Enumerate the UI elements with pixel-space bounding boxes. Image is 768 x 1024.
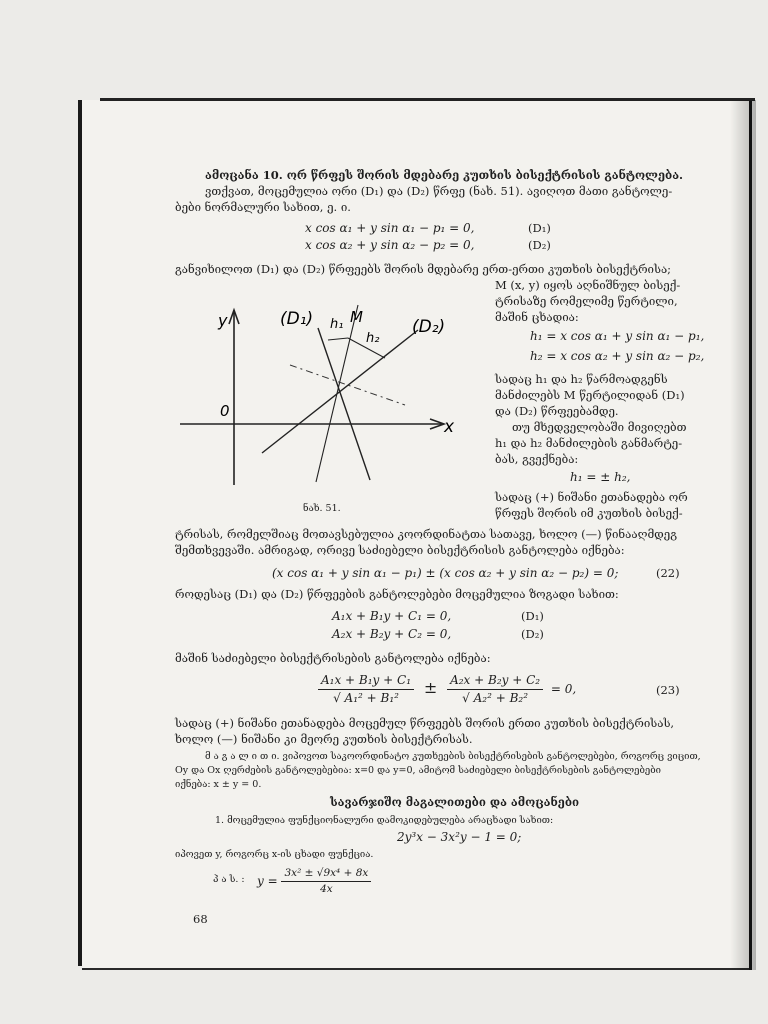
label-m: M — [350, 308, 363, 326]
label-x: x — [444, 417, 455, 437]
equation-d2-normal: x cos α₂ + y sin α₂ − p₂ = 0, — [305, 238, 475, 252]
exercise-1-task: იპოვეთ y, როგორც x-ის ცხადი ფუნქცია. — [175, 849, 374, 860]
eq23-tail: = 0, — [550, 682, 577, 696]
answer-label: პ ა ს. : — [213, 874, 245, 885]
general-equation-d1: A₁x + B₁y + C₁ = 0, — [332, 609, 452, 623]
figure-caption: ნახ. 51. — [303, 503, 341, 514]
equation-23-label: (23) — [656, 683, 680, 697]
answer-fraction — [281, 866, 371, 897]
general-equation-d1-label: (D₁) — [521, 609, 544, 623]
eq23-denominator-1: √ A₁² + B₁² — [333, 691, 399, 705]
intro-line-2: ბები ნორმალური სახით, ე. ი. — [175, 200, 351, 214]
label-d1: (D₁) — [280, 309, 314, 329]
eq23-numerator-2: A₂x + B₂y + C₂ — [447, 672, 543, 690]
equation-22-label: (22) — [656, 566, 680, 580]
eq23-plus-minus: ± — [423, 678, 438, 697]
label-y: y — [218, 311, 228, 330]
exercise-1-equation: 2y³x − 3x²y − 1 = 0; — [397, 830, 522, 844]
page-right-shadow — [730, 100, 756, 970]
equation-22: (x cos α₁ + y sin α₁ − p₁) ± (x cos α₂ + y sin α₂ − p₂) = 0; — [272, 566, 619, 580]
label-h1: h₁ — [330, 317, 344, 332]
label-d2: (D₂) — [412, 317, 446, 337]
then-line: მაშინ საძიებელი ბისექტრისების განტოლება იქნება: — [175, 651, 491, 665]
example-line-3: იქნება: x ± y = 0. — [175, 779, 262, 790]
equation-23-fraction-2 — [447, 672, 543, 707]
page-left-edge — [78, 100, 82, 966]
problem-heading: ამოცანა 10. ორ წრფეს შორის მდებარე კუთხის ბისექტრისის განტოლება. — [205, 168, 684, 182]
right-col2-line-3: და (D₂) წრფეებამდე. — [495, 404, 619, 418]
consider-line: განვიხილოთ (D₁) და (D₂) წრფეებს შორის მდებარე ერთ-ერთი კუთხის ბისექტრისა; — [175, 262, 672, 276]
answer-lhs: y = — [257, 874, 278, 888]
general-form-line: როდესაც (D₁) და (D₂) წრფეების განტოლებები მოცემულია ზოგადი სახით: — [175, 587, 619, 601]
label-origin: 0 — [220, 402, 230, 420]
example-line-2: Oy და Ox ღერძების განტოლებებია: x=0 და y=0, ამიტომ საძიებელი ბისექტრისების განტოლებები — [175, 765, 661, 776]
equation-23-fraction-1 — [318, 672, 414, 707]
para3-line-1: სადაც (+) ნიშანი ეთანადება მოცემულ წრფეებს შორის ერთი კუთხის ბისექტრისას, — [175, 716, 675, 730]
figure-51-diagram — [180, 300, 465, 490]
h-plus-minus-equation: h₁ = ± h₂, — [570, 470, 631, 484]
right-col2-line-6: ბას, გვექნება: — [495, 452, 579, 466]
right-col-line-3: მაშინ ცხადია: — [495, 310, 579, 324]
equation-d1-label: (D₁) — [528, 221, 551, 235]
section-title: სავარჯიშო მაგალითები და ამოცანები — [330, 795, 580, 809]
right-col4-line: წრფეს შორის იმ კუთხის ბისექ- — [495, 506, 683, 520]
right-col3-line: სადაც (+) ნიშანი ეთანადება ორ — [495, 490, 688, 504]
general-equation-d2: A₂x + B₂y + C₂ = 0, — [332, 627, 452, 641]
h1-equation: h₁ = x cos α₁ + y sin α₁ − p₁, — [530, 329, 705, 343]
equation-d2-label: (D₂) — [528, 238, 551, 252]
answer-denominator: 4x — [320, 883, 333, 895]
exercise-1-statement: 1. მოცემულია ფუნქციონალური დამოკიდებულება არაცხადი სახით: — [215, 815, 554, 826]
h2-equation: h₂ = x cos α₂ + y sin α₂ − p₂, — [530, 349, 705, 363]
line-d2 — [262, 330, 418, 453]
right-col-line-1: M (x, y) იყოს აღნიშნულ ბისექ- — [495, 278, 681, 292]
right-col2-line-4: თუ მხედველობაში მივიღებთ — [512, 420, 687, 434]
eq23-denominator-2: √ A₂² + B₂² — [462, 691, 529, 705]
right-col-line-2: ტრისაზე რომელიმე წერტილი, — [495, 294, 678, 308]
equation-d1-normal: x cos α₁ + y sin α₁ − p₁ = 0, — [305, 221, 475, 235]
right-col2-line-2: მანძილებს M წერტილიდან (D₁) — [495, 388, 685, 402]
answer-numerator: 3x² ± √9x⁴ + 8x — [281, 866, 371, 882]
h1-segment — [328, 338, 348, 340]
para2-line-1: ტრისას, რომელშიაც მოთავსებულია კოორდინატთა სათავე, ხოლო (—) წინააღმდეგ — [175, 527, 677, 541]
para3-line-2: ხოლო (—) ნიშანი კი მეორე კუთხის ბისექტრისას. — [175, 732, 473, 746]
label-h2: h₂ — [366, 331, 380, 346]
right-col2-line-1: სადაც h₁ და h₂ წარმოადგენს — [495, 372, 668, 386]
para2-line-2: შემთხვევაში. ამრიგად, ორივე საძიებელი ბისექტრისის განტოლება იქნება: — [175, 543, 625, 557]
eq23-numerator-1: A₁x + B₁y + C₁ — [318, 672, 414, 690]
example-line-1: მ ა გ ა ლ ი თ ი. ვიპოვოთ საკოორდინატო კუთხეების ბისექტრისების განტოლებები, როგორც ვიცით, — [205, 751, 701, 762]
general-equation-d2-label: (D₂) — [521, 627, 544, 641]
page-top-edge — [100, 98, 755, 101]
page-number: 68 — [193, 912, 208, 926]
intro-line-1: ვთქვათ, მოცემულია ორი (D₁) და (D₂) წრფე (ნახ. 51). ავიღოთ მათი განტოლე- — [205, 184, 673, 198]
equation-23 — [318, 672, 576, 707]
right-col2-line-5: h₁ და h₂ მანძილების განმარტე- — [495, 436, 683, 450]
answer-formula — [257, 866, 371, 897]
line-d1 — [318, 328, 370, 480]
